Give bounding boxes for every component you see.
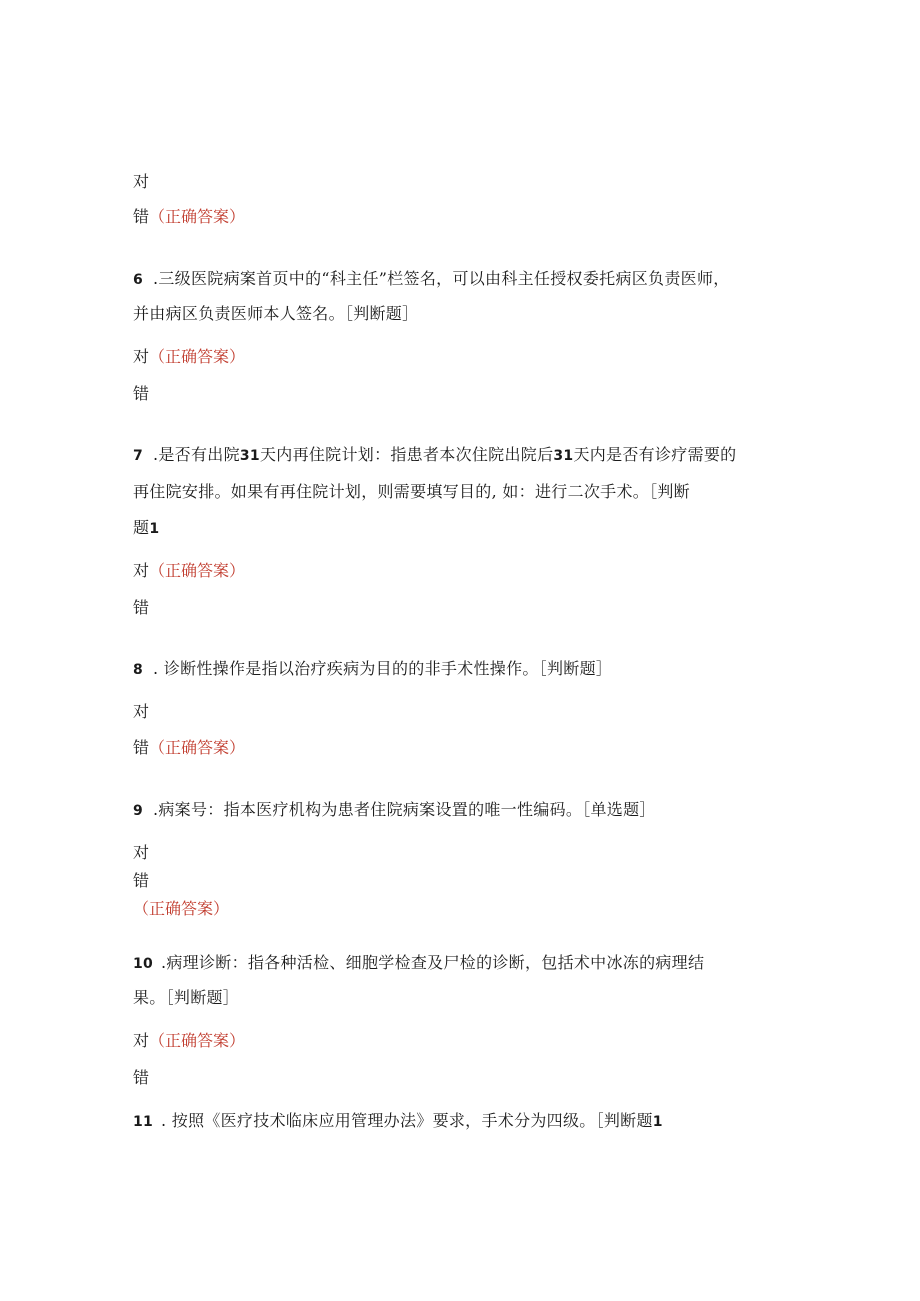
q6-option-true[interactable] (133, 346, 245, 368)
question-text: 天内是否有诊疗需要的 (573, 445, 737, 464)
question-number: 10 (133, 956, 154, 972)
question-text: 果。［判断题］ (133, 988, 240, 1007)
question-10 (133, 952, 704, 975)
question-number: 8 (133, 662, 144, 678)
question-text: 题 (133, 518, 150, 537)
question-8 (133, 658, 612, 681)
question-text: 再住院安排。如果有再住院计划，则需要填写目的, 如：进行二次手术。［判断 (133, 482, 690, 501)
number-text: 31 (553, 448, 574, 464)
question-number: 9 (133, 803, 144, 819)
question-text: .三级医院病案首页中的“科主任”栏签名，可以由科主任授权委托病区负责医师， (153, 269, 730, 288)
option-label: 错 (133, 384, 150, 403)
option-label: 错 (133, 738, 150, 757)
question-number: 11 (133, 1114, 154, 1130)
correct-answer-mark: （正确答案） (149, 347, 246, 366)
option-label: 错 (133, 871, 150, 890)
q5-option-false[interactable] (133, 206, 245, 228)
correct-answer-mark: （正确答案） (149, 561, 246, 580)
option-label: 对 (133, 702, 150, 721)
question-7-cont2 (133, 517, 159, 540)
correct-answer-mark: （正确答案） (149, 738, 246, 757)
q8-option-true[interactable] (133, 701, 149, 723)
q7-option-false[interactable] (133, 597, 149, 619)
option-label: 对 (133, 347, 150, 366)
q9-correct-mark (133, 898, 229, 920)
number-text: 1 (149, 521, 160, 537)
q9-option-true[interactable] (133, 842, 149, 864)
question-9 (133, 799, 656, 822)
question-number: 6 (133, 272, 144, 288)
option-label: 对 (133, 843, 150, 862)
option-label: 错 (133, 1068, 150, 1087)
number-text: 31 (239, 448, 260, 464)
question-text: .病案号：指本医疗机构为患者住院病案设置的唯一性编码。［单选题］ (153, 800, 656, 819)
question-6-cont (133, 303, 418, 325)
question-number: 7 (133, 448, 144, 464)
question-text: 天内再住院计划：指患者本次住院出院后 (259, 445, 554, 464)
number-text: 1 (652, 1114, 663, 1130)
question-text: 并由病区负责医师本人签名。［判断题］ (133, 304, 419, 323)
q7-option-true[interactable] (133, 560, 245, 582)
correct-answer-mark: （正确答案） (149, 207, 246, 226)
option-label: 对 (133, 1031, 150, 1050)
question-text: .是否有出院 (153, 445, 240, 464)
question-6 (133, 268, 730, 291)
question-7-cont (133, 481, 690, 503)
question-7 (133, 444, 737, 467)
question-text: . 按照《医疗技术临床应用管理办法》要求，手术分为四级。［判断题 (161, 1111, 653, 1130)
option-label: 错 (133, 598, 150, 617)
q6-option-false[interactable] (133, 383, 149, 405)
option-label: 对 (133, 561, 150, 580)
question-10-cont (133, 987, 239, 1009)
q10-option-true[interactable] (133, 1030, 245, 1052)
question-text: .病理诊断：指各种活检、细胞学检查及尸检的诊断，包括术中冰冻的病理结 (161, 953, 705, 972)
q5-option-true[interactable] (133, 171, 149, 193)
q9-option-false[interactable] (133, 870, 149, 892)
question-text: . 诊断性操作是指以治疗疾病为目的的非手术性操作。［判断题］ (153, 659, 613, 678)
correct-answer-mark: （正确答案） (149, 1031, 246, 1050)
option-label: 对 (133, 172, 150, 191)
correct-answer-mark: （正确答案） (133, 899, 230, 918)
q10-option-false[interactable] (133, 1067, 149, 1089)
option-label: 错 (133, 207, 150, 226)
q8-option-false[interactable] (133, 737, 245, 759)
question-11 (133, 1110, 663, 1133)
